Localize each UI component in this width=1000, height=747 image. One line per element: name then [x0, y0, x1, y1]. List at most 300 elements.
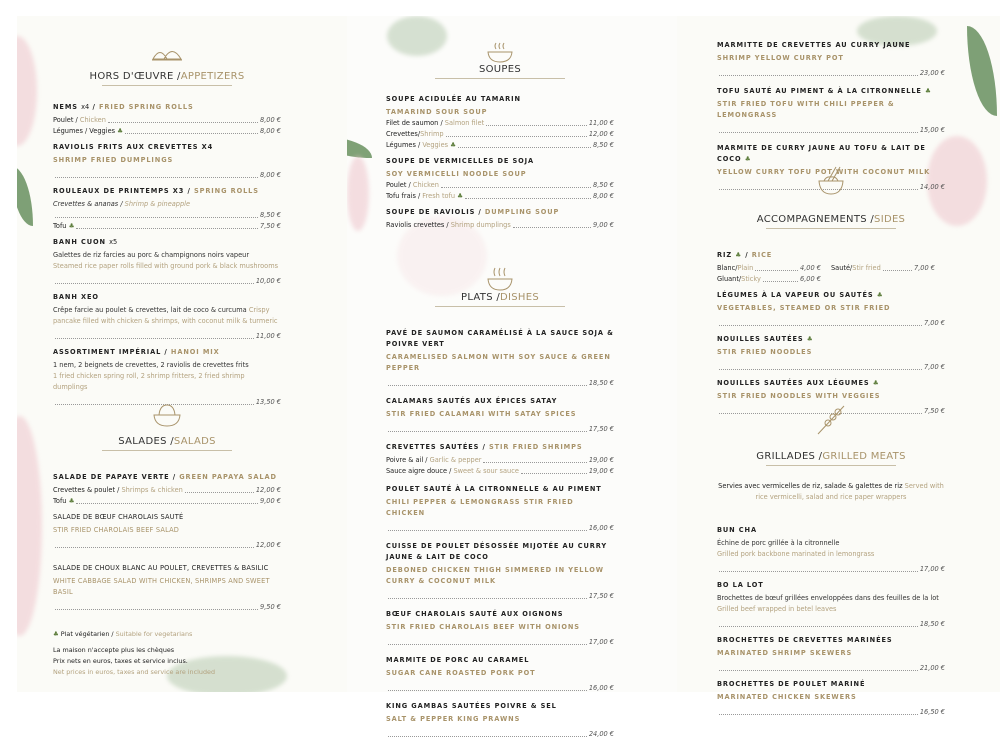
item-title-fr: RAVIOLIS FRITS AUX CREVETTES X4: [53, 143, 214, 151]
item-title-en: STIR FRIED NOODLES WITH VEGGIES: [717, 392, 881, 400]
item-title: [53, 142, 281, 153]
item-title-en: DEBONED CHICKEN THIGH SIMMERED IN YELLOW CURRY & COCONUT MILK: [386, 566, 604, 585]
item-title-fr: MARMITTE DE CREVETTES AU CURRY JAUNE: [717, 41, 911, 49]
item-quantity: x4: [81, 103, 90, 111]
item-description-fr: Galettes de riz farcies au porc & champignons noirs vapeur: [53, 251, 250, 259]
item-price: 18,50 €: [588, 379, 614, 387]
option-label-en: Shrimps & chicken: [121, 486, 183, 494]
grilled-note-fr: Servies avec vermicelles de riz, salade & galettes de riz: [718, 482, 905, 490]
item-title-fr: MARMITE DE CURRY JAUNE AU TOFU & LAIT DE COCO: [717, 144, 926, 163]
option-label: [386, 455, 481, 466]
flower-decoration: [347, 156, 369, 231]
item-title: [53, 102, 281, 113]
dot-leader: [388, 530, 587, 531]
option-row: [53, 496, 281, 507]
vegetarian-icon: ♣: [68, 497, 75, 505]
menu-item: [386, 541, 614, 602]
item-title: [717, 143, 945, 165]
item-title-fr: ASSORTIMENT IMPÉRIAL: [53, 348, 162, 356]
item-title-fr: ROULEAUX DE PRINTEMPS X3: [53, 187, 185, 195]
item-description-en: Steamed rice paper rolls filled with ground pork & black mushrooms: [53, 262, 279, 270]
title-separator: /: [475, 208, 485, 216]
item-price: 17,00 €: [919, 565, 945, 573]
item-description-en: Crispy pancake filled with chicken & shrimps, with coconut milk & turmeric: [53, 306, 278, 325]
menu-item: [386, 484, 614, 534]
noodle-bowl-icon: [717, 165, 945, 201]
item-title: [386, 655, 614, 666]
option-price: 8,00 €: [260, 116, 281, 124]
item-price: 23,00 €: [919, 69, 945, 77]
dot-leader: [719, 670, 918, 671]
menu-item: [717, 635, 945, 674]
option-label-en: Shrimp dumplings: [450, 221, 511, 229]
option-row: [53, 115, 281, 126]
dot-leader: [108, 122, 258, 123]
price-row: [386, 729, 614, 740]
item-title-fr: RIZ: [717, 251, 733, 259]
option-price: 19,00 €: [588, 456, 614, 464]
item-title-en: CHILI PEPPER & LEMONGRASS STIR FRIED CHICKEN: [386, 498, 574, 517]
price-row: [386, 523, 614, 534]
option-price: 12,00 €: [588, 130, 614, 138]
price-row: [717, 362, 945, 373]
menu-item: [386, 207, 614, 231]
option-price: 9,00 €: [260, 497, 281, 505]
dot-leader: [388, 736, 587, 737]
menu-item: [53, 512, 281, 551]
price-row: [717, 663, 945, 674]
option-label-fr: Légumes /: [386, 141, 423, 149]
dot-leader: [185, 492, 254, 493]
item-price: 17,50 €: [588, 592, 614, 600]
item-title-fr: SALADE DE PAPAYE VERTE: [53, 473, 170, 481]
option-label-fr: Crevettes & poulet /: [53, 486, 122, 494]
option-label: [386, 118, 484, 129]
rice-options: [717, 263, 945, 285]
soups-list: [386, 94, 614, 236]
dot-leader: [465, 198, 591, 199]
item-title-en: STIR FRIED SHRIMPS: [489, 443, 583, 451]
price-row: [386, 378, 614, 389]
item-title-fr: POULET SAUTÉ À LA CITRONNELLE & AU PIMENT: [386, 485, 602, 493]
grilled-note: [717, 481, 945, 503]
dot-leader: [719, 714, 918, 715]
price-row: [53, 331, 281, 342]
dot-leader: [125, 133, 258, 134]
item-title-fr: MARMITE DE PORC AU CARAMEL: [386, 656, 530, 664]
option-row: [386, 180, 614, 191]
item-title-en: VEGETABLES, STEAMED OR STIR FRIED: [717, 304, 891, 312]
dot-leader: [719, 75, 918, 76]
section-heading-dishes: PLATS /DISHES: [386, 292, 614, 307]
option-label-en: Chicken: [412, 181, 439, 189]
option-label-fr: Poivre & ail /: [386, 456, 430, 464]
menu-item: [386, 655, 614, 694]
item-title-en: DUMPLING SOUP: [484, 208, 560, 216]
option-label: [717, 263, 753, 274]
vegetarian-icon: ♣: [872, 379, 880, 387]
option-label-fr: Sauce aigre douce /: [386, 467, 454, 475]
menu-item: [53, 472, 281, 507]
price-row: [717, 707, 945, 718]
option-label-en: Veggies: [422, 141, 449, 149]
menu-item: [717, 334, 945, 373]
item-title-en: HANOI MIX: [170, 348, 220, 356]
dot-leader: [55, 177, 258, 178]
menu-item: [717, 290, 945, 329]
option-row: [386, 466, 614, 477]
price-row: [717, 318, 945, 329]
title-separator: /: [169, 473, 180, 481]
dot-leader: [388, 644, 587, 645]
vegetarian-icon: ♣: [806, 335, 814, 343]
dot-leader: [458, 147, 591, 148]
item-title-en: YELLOW CURRY TOFU POT WITH COCONUT MILK: [717, 168, 931, 176]
item-title-fr: BANH CUON: [53, 238, 106, 246]
dot-leader: [719, 325, 922, 326]
item-title: [53, 472, 281, 483]
vegetarian-icon: ♣: [450, 141, 457, 149]
leaf-decoration: [17, 166, 33, 226]
item-price: 17,00 €: [588, 638, 614, 646]
menu-item: [717, 40, 945, 79]
option-price: 8,50 €: [593, 181, 614, 189]
option-row: [386, 220, 614, 231]
item-price: 7,00 €: [924, 319, 945, 327]
dot-leader: [55, 338, 254, 339]
option-row: [386, 191, 614, 202]
menu-item: [53, 237, 281, 287]
item-title-fr: BUN CHA: [717, 526, 757, 534]
item-title-fr: NOUILLES SAUTÉES: [717, 335, 804, 343]
option-row: [386, 118, 614, 129]
option-label: [386, 140, 456, 151]
section-heading-sides: ACCOMPAGNEMENTS /SIDES: [717, 214, 945, 229]
item-title-fr: BŒUF CHAROLAIS SAUTÉ AUX OIGNONS: [386, 610, 564, 618]
vegetarian-icon: ♣: [876, 291, 884, 299]
item-price: 13,50 €: [255, 398, 281, 406]
dot-leader: [763, 281, 798, 282]
option-price: 4,00 €: [800, 264, 821, 272]
price-row: [717, 564, 945, 575]
option-label-fr: Tofu: [53, 222, 67, 230]
option-row: [717, 274, 831, 285]
grilled-note-en: Served with rice vermicelli, salad and rice paper wrappers: [755, 482, 944, 501]
veg-legend-fr: Plat végétarien /: [60, 630, 116, 638]
price-row: [717, 125, 945, 136]
item-title-fr: BANH XEO: [53, 293, 99, 301]
option-price: 6,00 €: [800, 275, 821, 283]
item-description-en: 1 fried chicken spring roll, 2 shrimp fritters, 2 fried shrimp dumplings: [53, 372, 245, 391]
item-price: 8,50 €: [260, 211, 281, 219]
menu-item: [53, 102, 281, 137]
dot-leader: [719, 369, 922, 370]
item-title-en: SUGAR CANE ROASTED PORK POT: [386, 669, 536, 677]
item-title-en: SOY VERMICELLI NOODLE SOUP: [386, 170, 527, 178]
menu-item: [386, 156, 614, 202]
item-price: 7,50 €: [924, 407, 945, 415]
dot-leader: [719, 132, 918, 133]
item-title: [386, 94, 614, 105]
item-title-en: STIR FRIED CHAROLAIS BEEF SALAD: [53, 526, 180, 534]
title-separator: /: [184, 187, 194, 195]
item-title-en: SHRIMP FRIED DUMPLINGS: [53, 156, 174, 164]
option-label-fr: Tofu frais /: [386, 192, 423, 200]
menu-item: [386, 94, 614, 151]
dot-leader: [521, 473, 587, 474]
option-label-en: Salmon filet: [444, 119, 485, 127]
option-label: [53, 496, 74, 507]
option-label: [386, 191, 463, 202]
item-title-fr: CALAMARS SAUTÉS AUX ÉPICES SATAY: [386, 397, 558, 405]
item-title-en: STIR FRIED CHAROLAIS BEEF WITH ONIONS: [386, 623, 580, 631]
salads-list: [53, 472, 281, 625]
salad-bowl-icon: [53, 399, 281, 433]
vegetarian-icon: ♣: [735, 251, 743, 259]
price-note-en: Net prices in euros, taxes and service are included: [53, 668, 215, 676]
veg-legend-en: Suitable for vegetarians: [115, 630, 193, 638]
option-label-en: Plain: [737, 264, 754, 272]
option-row: [386, 455, 614, 466]
item-price: 12,00 €: [255, 541, 281, 549]
item-price: 14,00 €: [919, 183, 945, 191]
dot-leader: [513, 227, 591, 228]
dot-leader: [441, 187, 591, 188]
price-row: [386, 637, 614, 648]
dot-leader: [55, 283, 254, 284]
title-separator: /: [479, 443, 489, 451]
leaf-decoration: [967, 26, 997, 116]
price-row: [717, 619, 945, 630]
item-price: 18,50 €: [919, 620, 945, 628]
item-title: [717, 635, 945, 646]
option-price: 8,00 €: [593, 192, 614, 200]
item-title: [717, 334, 945, 345]
item-description-fr: 1 nem, 2 beignets de crevettes, 2 raviolis de crevettes frits: [53, 361, 249, 369]
item-price: 8,00 €: [260, 171, 281, 179]
item-description-fr: Crevettes & ananas /: [53, 200, 125, 208]
vegetarian-icon: ♣: [457, 192, 464, 200]
item-title: [717, 679, 945, 690]
item-title-fr: SOUPE ACIDULÉE AU TAMARIN: [386, 95, 521, 103]
option-row: [386, 140, 614, 151]
option-label: [53, 126, 123, 137]
item-title: [53, 292, 281, 303]
option-label-fr: Gluant/: [717, 275, 742, 283]
option-label-fr: Tofu: [53, 497, 67, 505]
item-title-en: STIR FRIED CALAMARI WITH SATAY SPICES: [386, 410, 577, 418]
item-title-fr: SALADE DE CHOUX BLANC AU POULET, CREVETTES & BASILIC: [53, 564, 269, 572]
option-label-en: Fresh tofu: [422, 192, 456, 200]
item-title-fr: SOUPE DE VERMICELLES DE SOJA: [386, 157, 534, 165]
item-title: [717, 525, 945, 536]
dot-leader: [55, 547, 254, 548]
item-title-fr: TOFU SAUTÉ AU PIMENT & À LA CITRONNELLE: [717, 87, 922, 95]
option-price: 7,50 €: [260, 222, 281, 230]
option-label-en: Sticky: [741, 275, 761, 283]
sides-list: [717, 250, 945, 422]
option-label-fr: Poulet /: [53, 116, 80, 124]
item-price: 9,50 €: [260, 603, 281, 611]
option-label-en: Garlic & pepper: [429, 456, 482, 464]
item-title-en: FRIED SPRING ROLLS: [98, 103, 194, 111]
option-label-fr: Raviolis crevettes /: [386, 221, 451, 229]
item-title-fr: BROCHETTES DE POULET MARINÉ: [717, 680, 866, 688]
item-price: 16,00 €: [588, 524, 614, 532]
dot-leader: [55, 217, 258, 218]
price-row: [386, 591, 614, 602]
option-label-en: Shrimp: [420, 130, 444, 138]
item-title: [386, 541, 614, 563]
dot-leader: [719, 571, 918, 572]
price-row: [53, 540, 281, 551]
item-title-fr: BROCHETTES DE CREVETTES MARINÉES: [717, 636, 893, 644]
title-separator: /: [89, 103, 99, 111]
item-quantity: x5: [109, 238, 118, 246]
menu-item: [386, 396, 614, 435]
option-label: [53, 115, 106, 126]
skewer-icon: [717, 404, 945, 440]
option-row: [717, 263, 831, 274]
option-price: 8,00 €: [260, 127, 281, 135]
item-price: 15,00 €: [919, 126, 945, 134]
dot-leader: [719, 626, 918, 627]
item-price: 11,00 €: [255, 332, 281, 340]
price-row: [386, 424, 614, 435]
dot-leader: [388, 598, 587, 599]
vegetarian-icon: ♣: [744, 155, 752, 163]
price-note-fr: Prix nets en euros, taxes et service inclus.: [53, 657, 188, 665]
option-label-en: Sweet & sour sauce: [453, 467, 519, 475]
appetizers-list: [53, 102, 281, 413]
option-label-en: Stir fried: [852, 264, 881, 272]
option-label-en: Chicken: [79, 116, 106, 124]
menu-item: [717, 580, 945, 630]
item-title: [386, 609, 614, 620]
item-description-en: Grilled pork backbone marinated in lemongrass: [717, 550, 875, 558]
price-row: [717, 68, 945, 79]
menu-item: [53, 563, 281, 613]
dot-leader: [446, 136, 587, 137]
item-title: [53, 186, 281, 197]
dot-leader: [388, 690, 587, 691]
item-price: 7,00 €: [924, 363, 945, 371]
cheque-note: La maison n'accepte plus les chèques: [53, 646, 175, 654]
item-title-en: GREEN PAPAYA SALAD: [179, 473, 277, 481]
option-price: 12,00 €: [255, 486, 281, 494]
flower-decoration: [17, 36, 37, 146]
item-title-fr: CUISSE DE POULET DÉSOSSÉE MIJOTÉE AU CURRY JAUNE & LAIT DE COCO: [386, 542, 608, 561]
item-title: [53, 347, 281, 358]
menu-item: [386, 328, 614, 389]
item-price: 24,00 €: [588, 730, 614, 738]
option-label-fr: Blanc/: [717, 264, 738, 272]
item-title: [53, 237, 281, 248]
item-price: 16,00 €: [588, 684, 614, 692]
item-title-en: WHITE CABBAGE SALAD WITH CHICKEN, SHRIMPS AND SWEET BASIL: [53, 577, 270, 596]
item-title: [386, 442, 614, 453]
option-label-fr: Crevettes/: [386, 130, 421, 138]
item-title-en: SHRIMP YELLOW CURRY POT: [717, 54, 844, 62]
footer-notes: [53, 629, 215, 678]
item-title: [386, 484, 614, 495]
item-title: [386, 396, 614, 407]
menu-item-rice: [717, 250, 945, 285]
option-label: [717, 274, 761, 285]
item-title-fr: LÉGUMES À LA VAPEUR OU SAUTÉS: [717, 291, 874, 299]
option-price: 7,00 €: [914, 264, 935, 272]
item-title-en: STIR FRIED TOFU WITH CHILI PPEPER & LEMONGRASS: [717, 100, 895, 119]
option-label: [386, 466, 519, 477]
item-title: RIZ ♣ / RICE: [717, 251, 773, 259]
option-label: [386, 220, 511, 231]
option-label-fr: Filet de saumon /: [386, 119, 445, 127]
menu-item: [717, 679, 945, 718]
option-price: 19,00 €: [588, 467, 614, 475]
option-label: [386, 129, 444, 140]
item-title-en: SPRING ROLLS: [193, 187, 259, 195]
item-description-fr: Brochettes de bœuf grillées enveloppées dans des feuilles de la lot: [717, 594, 939, 602]
item-title-fr: NEMS: [53, 103, 78, 111]
vegetarian-icon: ♣: [117, 127, 124, 135]
item-title-fr: BO LA LOT: [717, 581, 764, 589]
option-label-fr: Poulet /: [386, 181, 413, 189]
option-row: [53, 485, 281, 496]
vegetarian-icon: ♣: [68, 222, 75, 230]
option-label-fr: Sauté/: [831, 264, 853, 272]
dot-leader: [483, 462, 586, 463]
option-label-fr: Légumes / Veggies: [53, 127, 116, 135]
item-title: [717, 86, 945, 97]
price-row: [53, 210, 281, 221]
price-row: [53, 602, 281, 613]
price-row: [53, 276, 281, 287]
option-row: [53, 126, 281, 137]
menu-item: [53, 292, 281, 342]
dot-leader: [55, 609, 258, 610]
dot-leader: [388, 431, 587, 432]
item-title-en: TAMARIND SOUR SOUP: [386, 108, 488, 116]
dot-leader: [388, 385, 587, 386]
dot-leader: [76, 503, 258, 504]
item-title-en: CARAMELISED SALMON WITH SOY SAUCE & GREEN PEPPER: [386, 353, 611, 372]
title-separator: /: [161, 348, 171, 356]
option-label: [53, 221, 74, 232]
item-description-fr: Échine de porc grillée à la citronnelle: [717, 539, 840, 547]
section-heading-salads: SALADES /SALADS: [53, 436, 281, 451]
item-title: [53, 512, 281, 523]
item-title-fr: KING GAMBAS SAUTÉES POIVRE & SEL: [386, 702, 557, 710]
item-price: 16,50 €: [919, 708, 945, 716]
dot-leader: [486, 125, 587, 126]
item-title: [717, 290, 945, 301]
option-price: 9,00 €: [593, 221, 614, 229]
option-price: 8,50 €: [593, 141, 614, 149]
item-description-en: Grilled beef wrapped in betel leaves: [717, 605, 837, 613]
item-title-en: MARINATED CHICKEN SKEWERS: [717, 693, 857, 701]
item-title-en: RICE: [751, 251, 773, 259]
vegetarian-icon: ♣: [925, 87, 932, 95]
menu-item: [53, 142, 281, 181]
dot-leader: [755, 270, 798, 271]
option-price: 11,00 €: [588, 119, 614, 127]
option-label: [386, 180, 439, 191]
item-title-en: STIR FRIED NOODLES: [717, 348, 813, 356]
item-title-en: SALT & PEPPER KING PRAWNS: [386, 715, 521, 723]
item-price: 10,00 €: [255, 277, 281, 285]
option-label: [53, 485, 183, 496]
item-title-fr: SOUPE DE RAVIOLIS: [386, 208, 476, 216]
